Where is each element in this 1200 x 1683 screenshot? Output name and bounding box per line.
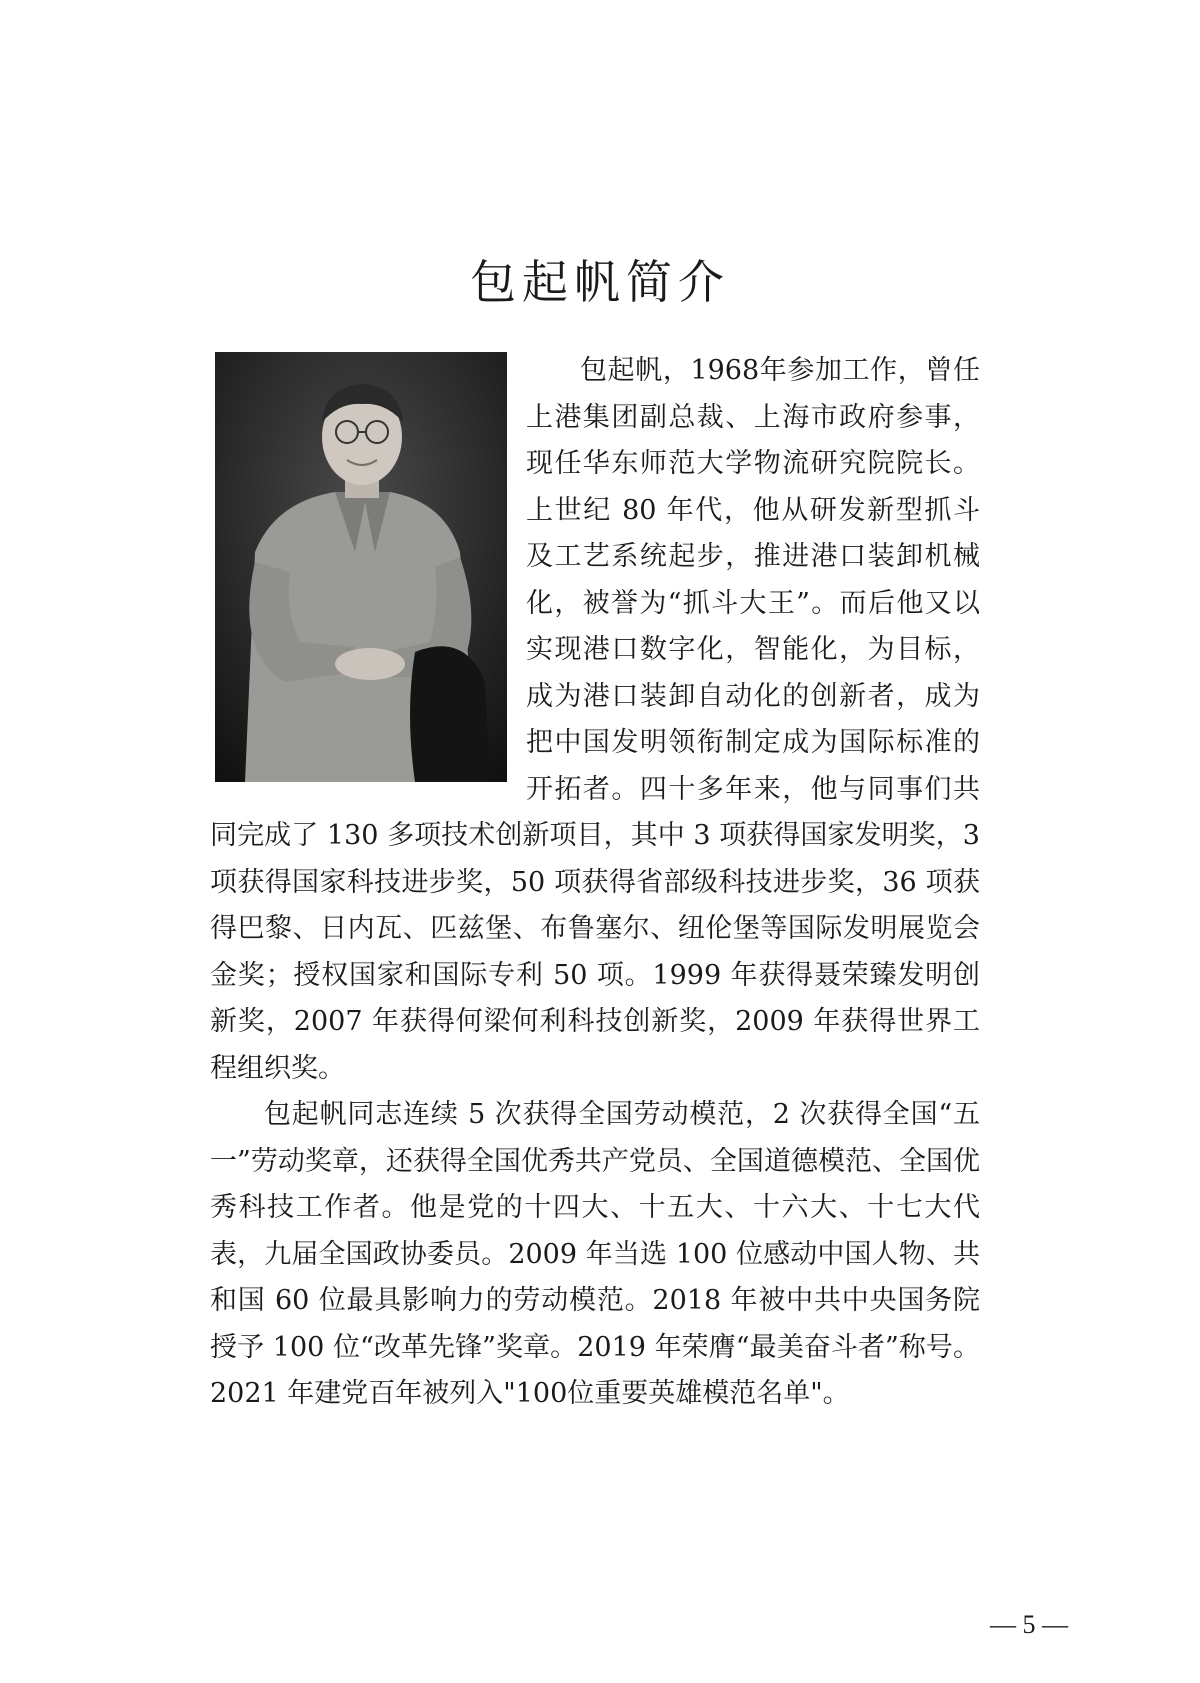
photo-spacer: [210, 348, 526, 813]
paragraph-2: 包起帆同志连续 5 次获得全国劳动模范，2 次获得全国“五一”劳动奖章，还获得全国优秀共产党员、全国道德模范、全国优秀科技工作者。他是党的十四大、十五大、十六大、十七大代表，九届全国政协委员。2009 年当选 100 位感动中国人物、共和国 60 位最具影响力的劳动模范。2018 年被中共中央国务院授予 100 位“改革先锋”奖章。2019 年荣膺“最美奋斗者”称号。2021 年建党百年被列入"100位重要英雄模范名单"。: [210, 1099, 980, 1409]
page-number: — 5 —: [990, 1610, 1068, 1639]
page-title: 包起帆简介: [470, 255, 730, 309]
paragraph-1: 包起帆，1968年参加工作，曾任上港集团副总裁、上海市政府参事，现任华东师范大学物流研究院院长。上世纪 80 年代，他从研发新型抓斗及工艺系统起步，推进港口装卸机械化，被誉为“抓斗大王”。而后他又以实现港口数字化，智能化，为目标，成为港口装卸自动化的创新者，成为把中国发明领衔制定成为国际标准的开拓者。四十多年来，他与同事们共同完成了 130 多项技术创新项目，其中 3 项获得国家发明奖，3 项获得国家科技进步奖，50 项获得省部级科技进步奖，36 项获得巴黎、日内瓦、匹兹堡、布鲁塞尔、纽伦堡等国际发明展览会金奖；授权国家和国际专利 50 项。1999 年获得聂荣臻发明创新奖，2007 年获得何梁何利科技创新奖，2009 年获得世界工程组织奖。: [210, 355, 980, 1084]
body-text: [210, 348, 980, 1418]
